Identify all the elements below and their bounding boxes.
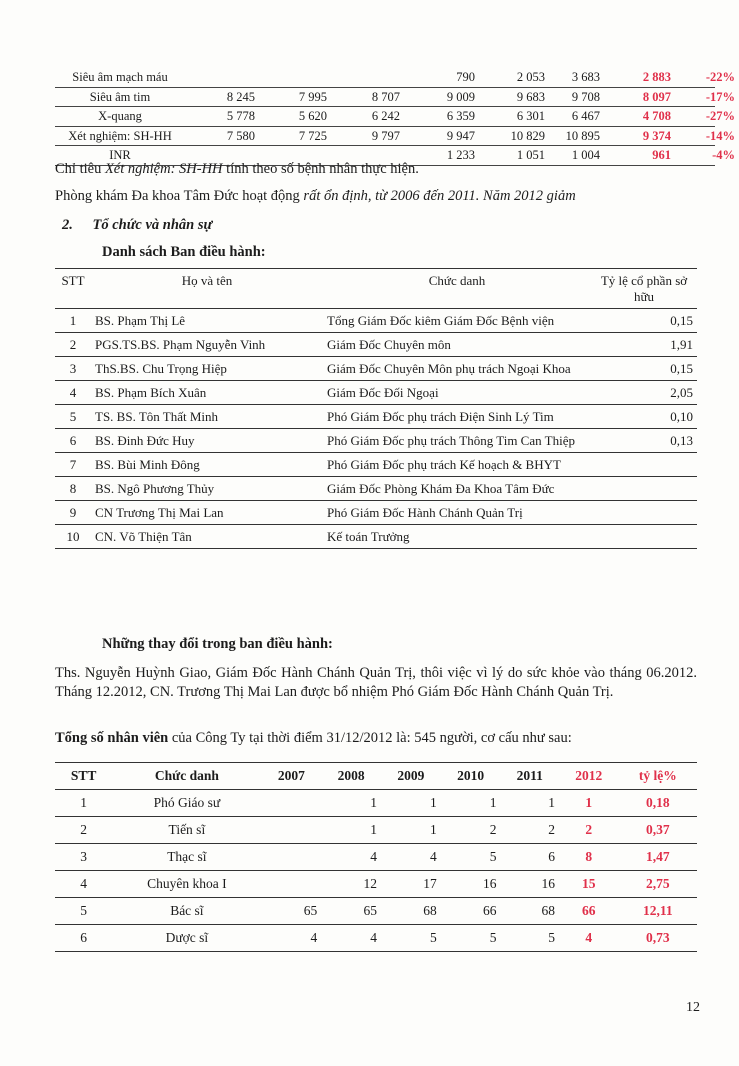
stats-value: -22%	[705, 70, 735, 84]
stats-service-name: Siêu âm tim	[89, 89, 151, 104]
board-cell-stt: 4	[55, 381, 91, 405]
board-cell-share: 0,15	[591, 309, 697, 333]
stats-row	[55, 127, 735, 147]
board-header-cell: Chức danh	[323, 269, 591, 309]
staff-cell-value: 4	[321, 844, 381, 871]
staff-row	[55, 790, 697, 817]
staff-cell-stt: 2	[55, 817, 112, 844]
clinic-paragraph	[55, 187, 576, 206]
section-heading	[62, 216, 212, 235]
staff-header-cell: 2012	[559, 763, 619, 790]
staff-cell-value: 8	[559, 844, 619, 871]
stats-value: 1 004	[571, 148, 600, 162]
para-emphasis: rất ổn định, từ 2006 đến 2011. Năm 2012 giảm	[303, 188, 576, 204]
staff-cell-title: Tiến sĩ	[112, 817, 261, 844]
staff-cell-value	[262, 844, 322, 871]
staff-cell-value	[262, 817, 322, 844]
staff-cell-value: 12	[321, 871, 381, 898]
stats-value: 7 580	[226, 128, 255, 143]
board-cell-share: 0,10	[591, 405, 697, 429]
staff-cell-value	[262, 871, 322, 898]
board-cell-title: Giám Đốc Đối Ngoại	[323, 381, 591, 405]
staff-cell-value: 1,47	[619, 844, 697, 871]
board-cell-title: Phó Giám Đốc Hành Chánh Quản Trị	[323, 501, 591, 525]
staff-cell-value: 4	[559, 925, 619, 952]
stats-value: 7 725	[298, 128, 327, 143]
note-lead: Chỉ tiêu	[55, 161, 105, 177]
board-cell-name: CN Trương Thị Mai Lan	[91, 501, 323, 525]
staff-cell-value: 12,11	[619, 898, 697, 925]
section-title: Tổ chức và nhân sự	[92, 217, 213, 233]
staff-cell-stt: 1	[55, 790, 112, 817]
board-row	[55, 333, 697, 357]
staff-cell-title: Phó Giáo sư	[112, 790, 261, 817]
staff-intro-rest: của Công Ty tại thời điểm 31/12/2012 là: 545 người, cơ cấu như sau:	[168, 730, 572, 746]
stats-value: 9 947	[446, 128, 475, 143]
stats-value: 9 374	[642, 128, 671, 143]
stats-row	[55, 88, 735, 108]
stats-value: 2 053	[516, 70, 545, 84]
staff-cell-value: 16	[441, 871, 501, 898]
board-cell-name: BS. Ngô Phương Thủy	[91, 477, 323, 501]
board-cell-title: Tổng Giám Đốc kiêm Giám Đốc Bệnh viện	[323, 309, 591, 333]
stats-value: -27%	[705, 109, 735, 123]
board-cell-name: BS. Phạm Bích Xuân	[91, 381, 323, 405]
board-cell-title: Phó Giám Đốc phụ trách Kế hoạch & BHYT	[323, 453, 591, 477]
stats-service-name: X-quang	[98, 109, 142, 123]
changes-title: Những thay đổi trong ban điều hành:	[102, 636, 333, 652]
board-title: Danh sách Ban điều hành:	[102, 244, 266, 260]
stats-value: 9 683	[516, 89, 545, 104]
stats-value: 8 097	[642, 89, 671, 104]
board-cell-title: Phó Giám Đốc phụ trách Thông Tim Can Thiệp	[323, 429, 591, 453]
staff-cell-value: 5	[441, 925, 501, 952]
board-header-row	[55, 269, 697, 309]
board-cell-stt: 10	[55, 525, 91, 549]
board-row	[55, 405, 697, 429]
stats-service-name: Xét nghiệm: SH-HH	[68, 128, 172, 143]
staff-header-cell: 2008	[321, 763, 381, 790]
stats-value: 7 995	[298, 89, 327, 104]
staff-cell-value: 2	[500, 817, 558, 844]
staff-header-cell: 2009	[381, 763, 441, 790]
stats-value: 9 009	[446, 89, 475, 104]
staff-cell-value: 1	[441, 790, 501, 817]
staff-cell-value: 1	[559, 790, 619, 817]
board-cell-stt: 3	[55, 357, 91, 381]
board-cell-share	[591, 453, 697, 477]
stats-value: 790	[456, 70, 475, 84]
staff-header-cell: Chức danh	[112, 763, 261, 790]
changes-text: Ths. Nguyễn Huỳnh Giao, Giám Đốc Hành Chánh Quản Trị, thôi việc vì lý do sức khỏe vào tháng 06.2012. Tháng 12.2012, CN. Trương Thị Mai Lan được bổ nhiệm Phó Giám Đốc Hành Chánh Quản Trị.	[55, 665, 697, 700]
board-cell-name: BS. Bùi Minh Đông	[91, 453, 323, 477]
staff-cell-value: 5	[381, 925, 441, 952]
para-lead: Phòng khám Đa khoa Tâm Đức hoạt động	[55, 188, 304, 204]
stats-value: 9 708	[571, 89, 600, 104]
stats-value: 5 620	[298, 109, 327, 123]
staff-row	[55, 871, 697, 898]
board-cell-name: TS. BS. Tôn Thất Minh	[91, 405, 323, 429]
staff-cell-value: 2	[559, 817, 619, 844]
stats-value: 1 233	[446, 148, 475, 162]
stats-value: 6 242	[371, 109, 400, 123]
board-cell-stt: 5	[55, 405, 91, 429]
staff-cell-value: 2,75	[619, 871, 697, 898]
board-cell-name: BS. Phạm Thị Lê	[91, 309, 323, 333]
staff-row	[55, 898, 697, 925]
board-cell-title: Giám Đốc Chuyên môn	[323, 333, 591, 357]
staff-row	[55, 817, 697, 844]
stats-service-name: INR	[109, 148, 131, 162]
stats-value: 10 895	[565, 128, 600, 143]
board-cell-share: 2,05	[591, 381, 697, 405]
stats-value: 9 797	[371, 128, 400, 143]
services-stats-table	[55, 68, 735, 166]
staff-cell-value: 2	[441, 817, 501, 844]
staff-cell-value: 66	[559, 898, 619, 925]
board-header-cell: Tỷ lệ cổ phần sở hữu	[591, 269, 697, 309]
staff-cell-value: 66	[441, 898, 501, 925]
staff-intro	[55, 729, 572, 748]
board-cell-title: Giám Đốc Chuyên Môn phụ trách Ngoại Khoa	[323, 357, 591, 381]
staff-cell-value: 1	[381, 817, 441, 844]
note-tail: tính theo số bệnh nhân thực hiện.	[222, 161, 419, 177]
board-cell-title: Kế toán Trưởng	[323, 525, 591, 549]
stats-value: -17%	[705, 89, 735, 104]
board-cell-share: 0,15	[591, 357, 697, 381]
staff-header-cell: 2010	[441, 763, 501, 790]
staff-cell-value: 4	[381, 844, 441, 871]
staff-cell-value: 4	[321, 925, 381, 952]
board-cell-share	[591, 477, 697, 501]
stats-value: 2 883	[642, 70, 671, 84]
board-row	[55, 357, 697, 381]
staff-header-cell: 2011	[500, 763, 558, 790]
staff-cell-value: 1	[321, 790, 381, 817]
staff-cell-stt: 5	[55, 898, 112, 925]
board-cell-title: Giám Đốc Phòng Khám Đa Khoa Tâm Đức	[323, 477, 591, 501]
staff-table	[55, 762, 697, 952]
staff-cell-title: Thạc sĩ	[112, 844, 261, 871]
stats-service-name: Siêu âm mạch máu	[72, 70, 168, 84]
staff-cell-value: 6	[500, 844, 558, 871]
board-table	[55, 268, 697, 549]
staff-header-cell: STT	[55, 763, 112, 790]
board-cell-stt: 2	[55, 333, 91, 357]
staff-cell-stt: 4	[55, 871, 112, 898]
stats-value: 6 301	[516, 109, 545, 123]
board-row	[55, 501, 697, 525]
staff-header-cell: 2007	[262, 763, 322, 790]
staff-row	[55, 844, 697, 871]
board-cell-stt: 1	[55, 309, 91, 333]
board-cell-name: PGS.TS.BS. Phạm Nguyễn Vinh	[91, 333, 323, 357]
stats-value: 1 051	[516, 148, 545, 162]
staff-header-cell: tỷ lệ%	[619, 763, 697, 790]
board-row	[55, 429, 697, 453]
board-cell-name: BS. Đinh Đức Huy	[91, 429, 323, 453]
staff-cell-stt: 3	[55, 844, 112, 871]
staff-header-row	[55, 763, 697, 790]
board-cell-name: ThS.BS. Chu Trọng Hiệp	[91, 357, 323, 381]
board-header-cell: Họ và tên	[91, 269, 323, 309]
staff-row	[55, 925, 697, 952]
stats-value: 8 707	[371, 89, 400, 104]
board-row	[55, 477, 697, 501]
staff-cell-value: 0,37	[619, 817, 697, 844]
stats-value: 3 683	[571, 70, 600, 84]
page-number: 12	[686, 1000, 700, 1015]
staff-cell-value: 17	[381, 871, 441, 898]
staff-cell-title: Chuyên khoa I	[112, 871, 261, 898]
staff-cell-value: 1	[321, 817, 381, 844]
stats-row	[55, 68, 735, 88]
board-cell-share: 1,91	[591, 333, 697, 357]
staff-cell-value: 68	[500, 898, 558, 925]
staff-cell-value: 5	[441, 844, 501, 871]
staff-cell-title: Bác sĩ	[112, 898, 261, 925]
board-cell-stt: 9	[55, 501, 91, 525]
staff-cell-stt: 6	[55, 925, 112, 952]
stats-row	[55, 107, 735, 127]
staff-cell-value: 65	[262, 898, 322, 925]
staff-cell-title: Dược sĩ	[112, 925, 261, 952]
board-header-cell: STT	[55, 269, 91, 309]
stats-note	[55, 160, 419, 179]
board-cell-share	[591, 501, 697, 525]
staff-cell-value: 4	[262, 925, 322, 952]
stats-value: -14%	[705, 128, 735, 143]
board-row	[55, 381, 697, 405]
staff-cell-value: 15	[559, 871, 619, 898]
board-cell-name: CN. Võ Thiện Tân	[91, 525, 323, 549]
staff-cell-value: 0,73	[619, 925, 697, 952]
staff-cell-value: 1	[500, 790, 558, 817]
board-row	[55, 525, 697, 549]
board-cell-share: 0,13	[591, 429, 697, 453]
stats-value: 10 829	[510, 128, 545, 143]
board-row	[55, 309, 697, 333]
board-cell-stt: 8	[55, 477, 91, 501]
staff-cell-value	[262, 790, 322, 817]
stats-value: 4 708	[642, 109, 671, 123]
stats-value: 8 245	[226, 89, 255, 104]
board-cell-title: Phó Giám Đốc phụ trách Điện Sinh Lý Tim	[323, 405, 591, 429]
staff-cell-value: 0,18	[619, 790, 697, 817]
staff-intro-bold: Tổng số nhân viên	[55, 730, 169, 746]
board-cell-share	[591, 525, 697, 549]
board-cell-stt: 7	[55, 453, 91, 477]
stats-value: 961	[652, 148, 671, 162]
stats-value: 5 778	[226, 109, 255, 123]
stats-value: -4%	[712, 148, 735, 162]
staff-cell-value: 68	[381, 898, 441, 925]
staff-cell-value: 16	[500, 871, 558, 898]
staff-cell-value: 65	[321, 898, 381, 925]
stats-value: 6 467	[571, 109, 600, 123]
board-row	[55, 453, 697, 477]
section-number: 2.	[62, 217, 73, 233]
staff-cell-value: 5	[500, 925, 558, 952]
stats-value: 6 359	[446, 109, 475, 123]
board-cell-stt: 6	[55, 429, 91, 453]
staff-cell-value: 1	[381, 790, 441, 817]
note-emphasis: Xét nghiệm: SH-HH	[104, 161, 223, 177]
